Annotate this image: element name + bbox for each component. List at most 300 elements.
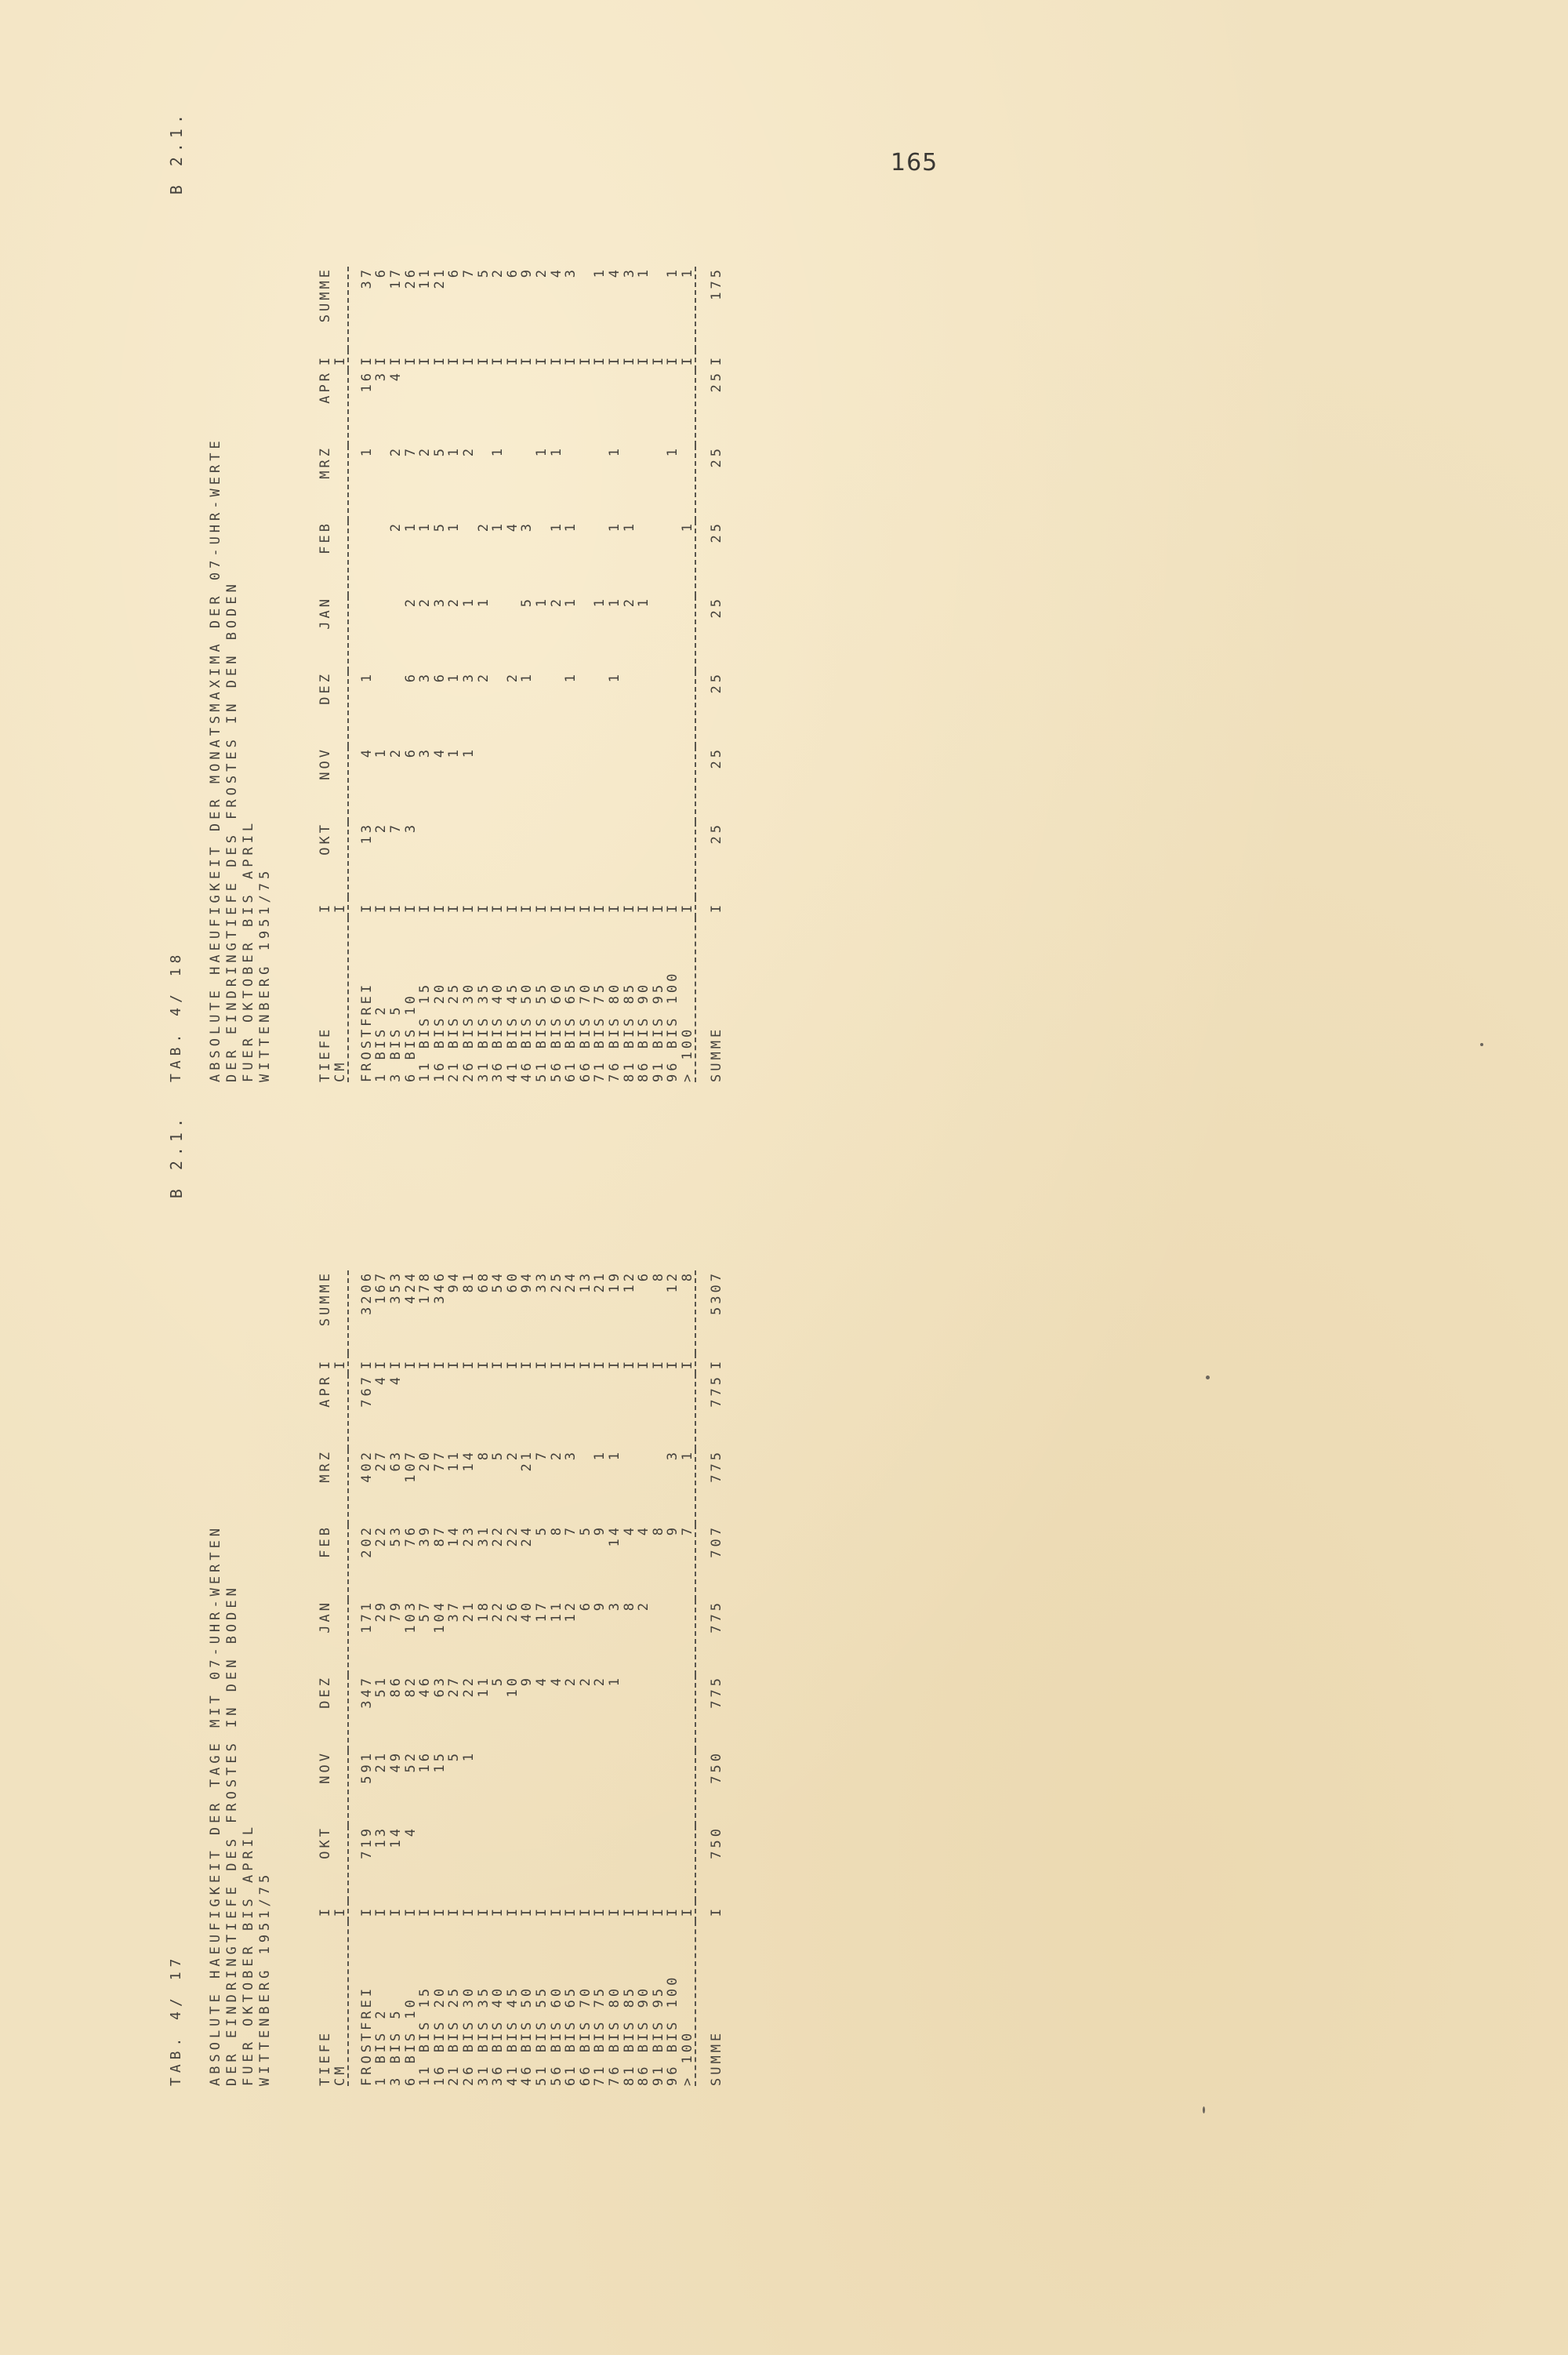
header-month: MRZ — [318, 1449, 334, 1483]
column-separator: I — [592, 901, 608, 914]
table-cell — [622, 1449, 637, 1525]
rule-cell — [348, 1374, 360, 1449]
rule-cell — [348, 671, 360, 747]
rule-cell — [695, 747, 707, 822]
table-cell — [549, 1826, 564, 1901]
column-separator: I — [606, 354, 622, 366]
table-cell: 1 — [665, 445, 681, 457]
table-cell: 5 — [446, 1750, 463, 1762]
table-cell: 4 — [358, 747, 375, 758]
table-row — [637, 267, 652, 1082]
table-cell: 1 — [402, 521, 419, 532]
column-separator: I — [577, 1905, 593, 1917]
table-cell: 402 — [358, 1449, 375, 1483]
table-cell — [637, 1826, 652, 1901]
table-cell — [491, 1750, 506, 1826]
column-separator: I — [650, 354, 666, 366]
row-sum: 8 — [650, 1270, 666, 1282]
table-cell: 2 — [504, 671, 521, 683]
table-cell — [637, 1750, 652, 1826]
rule-cell — [348, 596, 360, 671]
table-cell — [506, 596, 521, 671]
table-cell — [681, 1675, 696, 1750]
row-depth-label: 76 BIS 80 — [606, 1985, 622, 2086]
column-separator: I — [318, 901, 334, 914]
header-depth-label: TIEFE — [318, 2030, 334, 2086]
column-separator: I — [490, 901, 506, 914]
rule-cell — [348, 897, 360, 918]
table-cell — [681, 370, 696, 445]
column-separator: I — [592, 1357, 608, 1370]
table-cell — [666, 521, 681, 596]
row-sum: 6 — [446, 267, 463, 278]
table-cell — [622, 370, 637, 445]
table-row — [666, 267, 681, 1082]
rule-cell — [348, 1921, 360, 2086]
table-cell: 1 — [446, 521, 463, 532]
dashed-rule — [348, 1270, 360, 2086]
table-row — [535, 1270, 550, 2086]
empty-cell — [333, 1750, 348, 1826]
table-cell — [535, 521, 550, 596]
table-cell: 1 — [548, 521, 564, 532]
table-row — [476, 1270, 491, 2086]
table-cell: 6 — [577, 1600, 593, 1612]
table-cell — [651, 1600, 666, 1675]
row-depth-label: 86 BIS 90 — [636, 1985, 652, 2086]
column-separator: I — [548, 1905, 564, 1917]
table-cell — [520, 1374, 535, 1449]
rule-cell — [348, 370, 360, 445]
table-cell — [593, 822, 608, 897]
empty-cell — [333, 445, 348, 521]
column-separator: I — [402, 901, 419, 914]
table-cell: 2 — [417, 596, 434, 608]
header-month: DEZ — [318, 671, 334, 705]
table-row — [462, 1270, 477, 2086]
column-separator: I — [504, 354, 521, 366]
table-row — [360, 1270, 375, 2086]
table-row — [637, 1270, 652, 2086]
row-sum: 11 — [417, 267, 434, 289]
column-separator: I — [402, 354, 419, 366]
table-row — [506, 267, 521, 1082]
rule-cell — [695, 1354, 707, 1374]
table-cell — [491, 822, 506, 897]
rule-cell — [695, 1826, 707, 1901]
table-cell: 9 — [592, 1600, 608, 1612]
table-cell: 24 — [519, 1525, 535, 1547]
header-unit-label: CM — [332, 1059, 348, 1082]
table-cell — [447, 1826, 462, 1901]
column-separator: I — [431, 354, 448, 366]
row-sum: 3 — [621, 267, 637, 278]
column-separator: I — [636, 1357, 652, 1370]
row-sum: 1 — [592, 267, 608, 278]
row-depth-label: 26 BIS 30 — [461, 1985, 477, 2086]
table-cell — [681, 747, 696, 822]
table-cell — [549, 1374, 564, 1449]
column-separator: I — [606, 1357, 622, 1370]
column-separator: I — [332, 354, 348, 366]
row-sum: 21 — [431, 267, 448, 289]
table-row — [549, 267, 564, 1082]
row-sum: 178 — [417, 1270, 434, 1304]
table-cell: 14 — [606, 1525, 622, 1547]
table-cell: 2 — [636, 1600, 652, 1612]
column-separator: I — [577, 354, 593, 366]
column-separator: I — [318, 1905, 334, 1917]
total-cell: 25 — [708, 747, 724, 769]
table-cell — [622, 671, 637, 747]
table-cell — [374, 521, 389, 596]
table-cell — [637, 370, 652, 445]
header-sum-label: SUMME — [318, 267, 334, 323]
table-cell: 1 — [606, 521, 622, 532]
table-cell: 1 — [534, 445, 550, 457]
table-cell — [418, 370, 433, 445]
table-cell: 1 — [358, 445, 375, 457]
table-cell: 40 — [519, 1600, 535, 1623]
table-cell: 8 — [548, 1525, 564, 1536]
table-cell — [579, 596, 593, 671]
table-cell: 17 — [534, 1600, 550, 1623]
table-cell: 21 — [461, 1600, 477, 1623]
row-depth-label: 61 BIS 65 — [563, 981, 579, 1082]
column-separator: I — [332, 901, 348, 914]
column-separator: I — [504, 901, 521, 914]
header-month: FEB — [318, 521, 334, 554]
table-cell: 8 — [621, 1600, 637, 1612]
table-cell — [681, 822, 696, 897]
table-cell: 63 — [431, 1675, 448, 1698]
column-separator: I — [708, 354, 724, 366]
table-cell: 9 — [665, 1525, 681, 1536]
table-cell — [579, 1374, 593, 1449]
table-row — [389, 1270, 404, 2086]
table-cell — [403, 370, 418, 445]
total-cell: 750 — [708, 1826, 724, 1859]
table-cell: 2 — [417, 445, 434, 457]
table-row — [433, 1270, 448, 2086]
table-cell: 1 — [548, 445, 564, 457]
table-cell: 6 — [402, 671, 419, 683]
table-cell — [374, 445, 389, 521]
table-cell: 16 — [358, 370, 375, 393]
table-cell: 4 — [431, 747, 448, 758]
row-sum: 4 — [606, 267, 622, 278]
table-cell: 8 — [475, 1449, 492, 1461]
table-cell — [491, 671, 506, 747]
row-sum: 19 — [606, 1270, 622, 1293]
table-cell — [681, 1374, 696, 1449]
table-cell: 1 — [592, 596, 608, 608]
row-sum: 94 — [446, 1270, 463, 1293]
table-cell: 14 — [446, 1525, 463, 1547]
table-cell: 49 — [388, 1750, 405, 1773]
rule-cell — [695, 1525, 707, 1600]
column-separator: I — [446, 1357, 463, 1370]
table-cell: 1 — [606, 1675, 622, 1687]
table-cell: 1 — [606, 1449, 622, 1461]
column-separator: I — [606, 901, 622, 914]
table-cell — [579, 822, 593, 897]
table-cell: 3 — [461, 671, 477, 683]
table-cell — [476, 1826, 491, 1901]
table-row — [418, 1270, 433, 2086]
column-separator: I — [621, 354, 637, 366]
row-depth-label: 31 BIS 35 — [475, 981, 492, 1082]
table-cell — [608, 1374, 622, 1449]
rule-cell — [348, 918, 360, 1082]
table-cell — [564, 1826, 579, 1901]
table-cell: 719 — [358, 1826, 375, 1859]
column-separator: I — [665, 901, 681, 914]
table-cell — [360, 596, 375, 671]
table-cell: 1 — [358, 671, 375, 683]
table-cell: 37 — [446, 1600, 463, 1623]
row-depth-label: 41 BIS 45 — [504, 981, 521, 1082]
table-cell — [476, 822, 491, 897]
row-sum: 2 — [490, 267, 506, 278]
table-cell: 5 — [490, 1449, 506, 1461]
row-depth-label: 36 BIS 40 — [490, 981, 506, 1082]
table-cell — [681, 671, 696, 747]
table-cell — [447, 822, 462, 897]
row-depth-label: 46 BIS 50 — [519, 1985, 535, 2086]
grand-total: 5307 — [708, 1270, 724, 1315]
column-separator: I — [534, 354, 550, 366]
table-cell: 1 — [679, 1449, 695, 1461]
row-depth-label: 51 BIS 55 — [534, 981, 550, 1082]
table-cell — [564, 1374, 579, 1449]
empty-cell — [333, 1449, 348, 1525]
table-cell — [608, 747, 622, 822]
table-cell — [593, 1374, 608, 1449]
table-cell: 2 — [446, 596, 463, 608]
table-cell: 46 — [417, 1675, 434, 1698]
table-cell: 2 — [592, 1675, 608, 1687]
table-cell — [520, 822, 535, 897]
rule-cell — [695, 671, 707, 747]
total-cell: 750 — [708, 1750, 724, 1784]
rule-cell — [348, 1270, 360, 1354]
table-cell — [666, 822, 681, 897]
frequency-table — [318, 1270, 724, 2086]
header-sum-label: SUMME — [318, 1270, 334, 1327]
table-cell — [433, 1826, 448, 1901]
table-cell: 3 — [563, 1449, 579, 1461]
table-title-line: WITTENBERG 1951/75 — [257, 1870, 273, 2086]
table-cell — [637, 1374, 652, 1449]
column-separator: I — [402, 1905, 419, 1917]
table-cell — [549, 747, 564, 822]
table-row — [593, 267, 608, 1082]
table-cell — [506, 1750, 521, 1826]
row-depth-label: 96 BIS 100 — [665, 970, 681, 1082]
table-cell: 2 — [577, 1675, 593, 1687]
table-cell — [622, 747, 637, 822]
empty-cell — [333, 1374, 348, 1449]
header-month: DEZ — [318, 1675, 334, 1709]
table-row — [535, 267, 550, 1082]
dashed-rule — [348, 267, 360, 1082]
table-cell — [666, 671, 681, 747]
column-separator: I — [358, 901, 375, 914]
table-row — [418, 267, 433, 1082]
column-separator: I — [592, 1905, 608, 1917]
column-separator: I — [417, 1357, 434, 1370]
table-cell — [666, 370, 681, 445]
table-code: B 2.1. — [167, 110, 186, 195]
row-sum: 353 — [388, 1270, 405, 1304]
row-depth-label: 16 BIS 20 — [431, 981, 448, 1082]
header-month: OKT — [318, 1826, 334, 1859]
row-sum: 54 — [490, 1270, 506, 1293]
rule-cell — [695, 267, 707, 350]
table-cell — [564, 370, 579, 445]
table-row — [666, 1270, 681, 2086]
table-cell — [651, 1675, 666, 1750]
row-depth-label: 36 BIS 40 — [490, 1985, 506, 2086]
table-cell: 7 — [534, 1449, 550, 1461]
table-cell: 1 — [446, 671, 463, 683]
rule-cell — [695, 350, 707, 370]
column-separator: I — [563, 354, 579, 366]
table-cell: 79 — [388, 1600, 405, 1623]
row-sum: 6 — [504, 267, 521, 278]
table-cell: 2 — [475, 671, 492, 683]
column-separator: I — [621, 1905, 637, 1917]
row-sum: 2 — [534, 267, 550, 278]
column-separator: I — [548, 901, 564, 914]
row-depth-label: FROSTFREI — [358, 981, 375, 1082]
table-cell: 202 — [358, 1525, 375, 1558]
table-cell — [651, 671, 666, 747]
column-separator: I — [534, 1357, 550, 1370]
table-row — [374, 1270, 389, 2086]
table-cell: 11 — [446, 1449, 463, 1472]
column-separator: I — [679, 1905, 695, 1917]
table-cell: 767 — [358, 1374, 375, 1408]
table-cell — [622, 822, 637, 897]
table-cell — [535, 1826, 550, 1901]
row-sum: 94 — [519, 1270, 535, 1293]
column-separator: I — [504, 1905, 521, 1917]
table-cell: 23 — [461, 1525, 477, 1547]
column-separator: I — [679, 354, 695, 366]
table-cell — [491, 596, 506, 671]
table-cell — [608, 1826, 622, 1901]
scan-speck — [1203, 2106, 1205, 2113]
row-depth-label: 81 BIS 85 — [621, 1985, 637, 2086]
empty-cell — [333, 747, 348, 822]
row-sum: 3 — [563, 267, 579, 278]
column-separator: I — [373, 1905, 390, 1917]
table-cell: 63 — [388, 1449, 405, 1472]
column-separator: I — [534, 1905, 550, 1917]
table-cell — [418, 1374, 433, 1449]
table-cell — [476, 370, 491, 445]
table-cell: 1 — [636, 596, 652, 608]
table-cell — [622, 1750, 637, 1826]
table-cell: 2 — [548, 596, 564, 608]
table-cell — [593, 521, 608, 596]
table-cell: 4 — [621, 1525, 637, 1536]
table-cell: 5 — [490, 1675, 506, 1687]
table-cell — [681, 596, 696, 671]
table-cell: 31 — [475, 1525, 492, 1547]
table-cell — [579, 747, 593, 822]
table-cell: 4 — [636, 1525, 652, 1536]
table-cell: 2 — [388, 521, 405, 532]
row-sum: 3206 — [358, 1270, 375, 1315]
table-cell — [666, 596, 681, 671]
row-depth-label: 46 BIS 50 — [519, 981, 535, 1082]
table-row — [403, 1270, 418, 2086]
column-separator: I — [475, 901, 492, 914]
empty-cell — [333, 521, 348, 596]
table-cell — [433, 822, 448, 897]
row-depth-label: 66 BIS 70 — [577, 981, 593, 1082]
table-cell — [651, 521, 666, 596]
dashed-rule — [695, 1270, 707, 2086]
rule-cell — [348, 521, 360, 596]
table-cell: 2 — [461, 445, 477, 457]
table-cell — [462, 370, 477, 445]
table-cell — [593, 445, 608, 521]
row-depth-label: 6 BIS 10 — [402, 1997, 419, 2086]
rule-cell — [348, 1675, 360, 1750]
table-cell — [579, 1750, 593, 1826]
table-cell — [579, 1449, 593, 1525]
row-depth-label: 3 BIS 5 — [388, 2008, 405, 2086]
table-cell — [579, 1826, 593, 1901]
table-cell: 107 — [402, 1449, 419, 1483]
table-cell: 11 — [548, 1600, 564, 1623]
table-cell — [651, 1374, 666, 1449]
rule-cell — [348, 822, 360, 897]
table-cell — [447, 370, 462, 445]
page-number: 165 — [891, 149, 938, 176]
table-cell — [476, 1750, 491, 1826]
table-cell — [637, 747, 652, 822]
table-row — [462, 267, 477, 1082]
rule-cell — [348, 1600, 360, 1675]
row-depth-label: 26 BIS 30 — [461, 981, 477, 1082]
table-cell — [579, 445, 593, 521]
table-cell: 82 — [402, 1675, 419, 1698]
table-cell — [579, 521, 593, 596]
total-cell: 707 — [708, 1525, 724, 1558]
table-cell: 22 — [504, 1525, 521, 1547]
row-depth-label: 61 BIS 65 — [563, 1985, 579, 2086]
table-cell — [476, 445, 491, 521]
table-cell — [506, 370, 521, 445]
total-cell: 25 — [708, 445, 724, 468]
table-row — [651, 1270, 666, 2086]
rule-cell — [695, 897, 707, 918]
column-separator: I — [548, 1357, 564, 1370]
table-cell — [564, 747, 579, 822]
table-cell — [476, 1374, 491, 1449]
table-cell: 18 — [475, 1600, 492, 1623]
table-row — [433, 267, 448, 1082]
row-sum — [579, 267, 593, 350]
column-separator: I — [358, 1357, 375, 1370]
table-cell: 86 — [388, 1675, 405, 1698]
rule-cell — [348, 350, 360, 370]
